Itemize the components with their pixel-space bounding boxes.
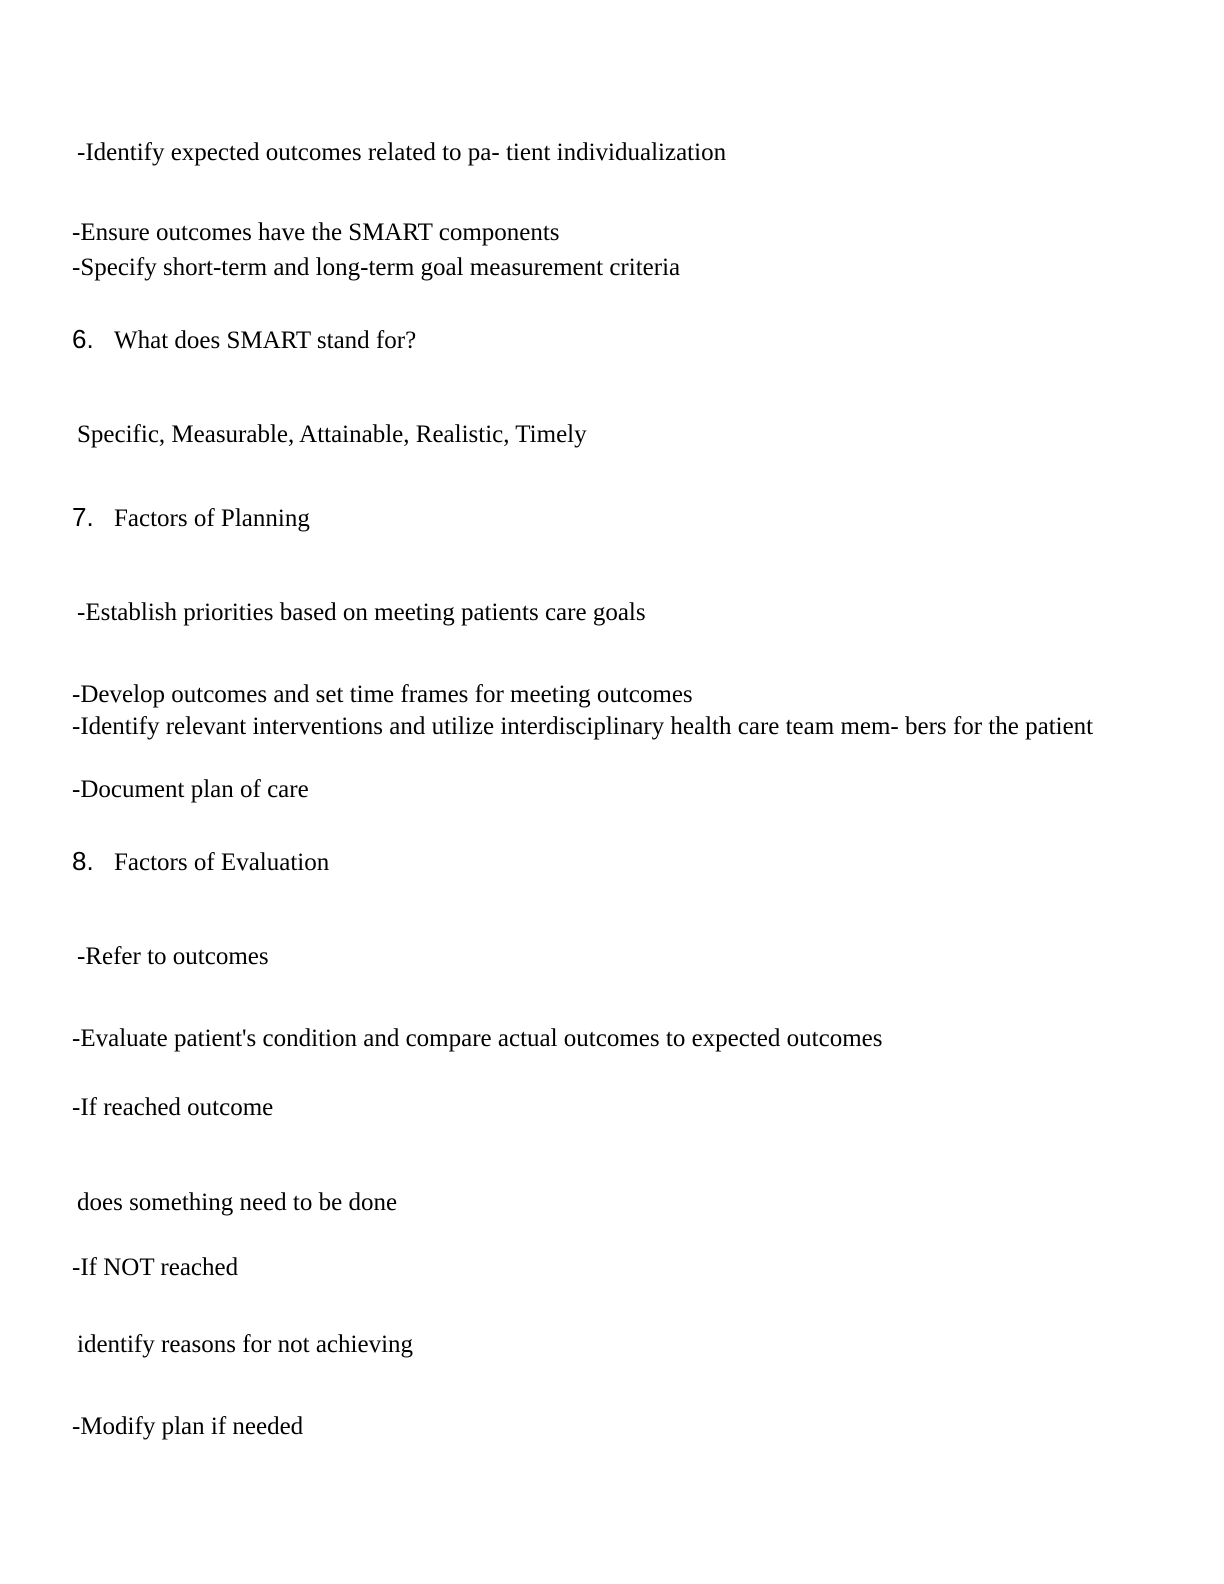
question-number: 7. — [72, 502, 94, 532]
planning-line-outcomes: -Develop outcomes and set time frames for meeting outcomes — [72, 681, 693, 708]
planning-line-interventions: -Identify relevant interventions and utilize interdisciplinary health care team mem- bers for the patient — [72, 713, 1094, 740]
evaluation-line-reached: -If reached outcome — [72, 1094, 274, 1121]
question-text: Factors of Planning — [114, 505, 310, 532]
question-text: What does SMART stand for? — [114, 327, 417, 354]
outcome-line-goal-criteria: -Specify short-term and long-term goal measurement criteria — [72, 254, 681, 281]
planning-line-priorities: -Establish priorities based on meeting patients care goals — [77, 599, 646, 626]
answer-6: Specific, Measurable, Attainable, Realistic, Timely — [77, 421, 587, 448]
question-6 — [72, 324, 416, 356]
evaluation-line-modify: -Modify plan if needed — [72, 1413, 304, 1440]
evaluation-line-reasons: identify reasons for not achieving — [77, 1331, 414, 1358]
evaluation-line-something-done: does something need to be done — [77, 1189, 398, 1216]
evaluation-line-not-reached: -If NOT reached — [72, 1254, 239, 1281]
question-text: Factors of Evaluation — [114, 849, 330, 876]
question-number: 8. — [72, 846, 94, 876]
question-7 — [72, 502, 310, 534]
question-8 — [72, 846, 329, 878]
evaluation-line-refer: -Refer to outcomes — [77, 943, 269, 970]
planning-line-document: -Document plan of care — [72, 776, 309, 803]
outcome-line-smart-components: -Ensure outcomes have the SMART components — [72, 219, 560, 246]
outcome-line-individualization: -Identify expected outcomes related to pa- tient individualization — [77, 139, 727, 166]
evaluation-line-compare: -Evaluate patient's condition and compare actual outcomes to expected outcomes — [72, 1025, 883, 1052]
question-number: 6. — [72, 324, 94, 354]
